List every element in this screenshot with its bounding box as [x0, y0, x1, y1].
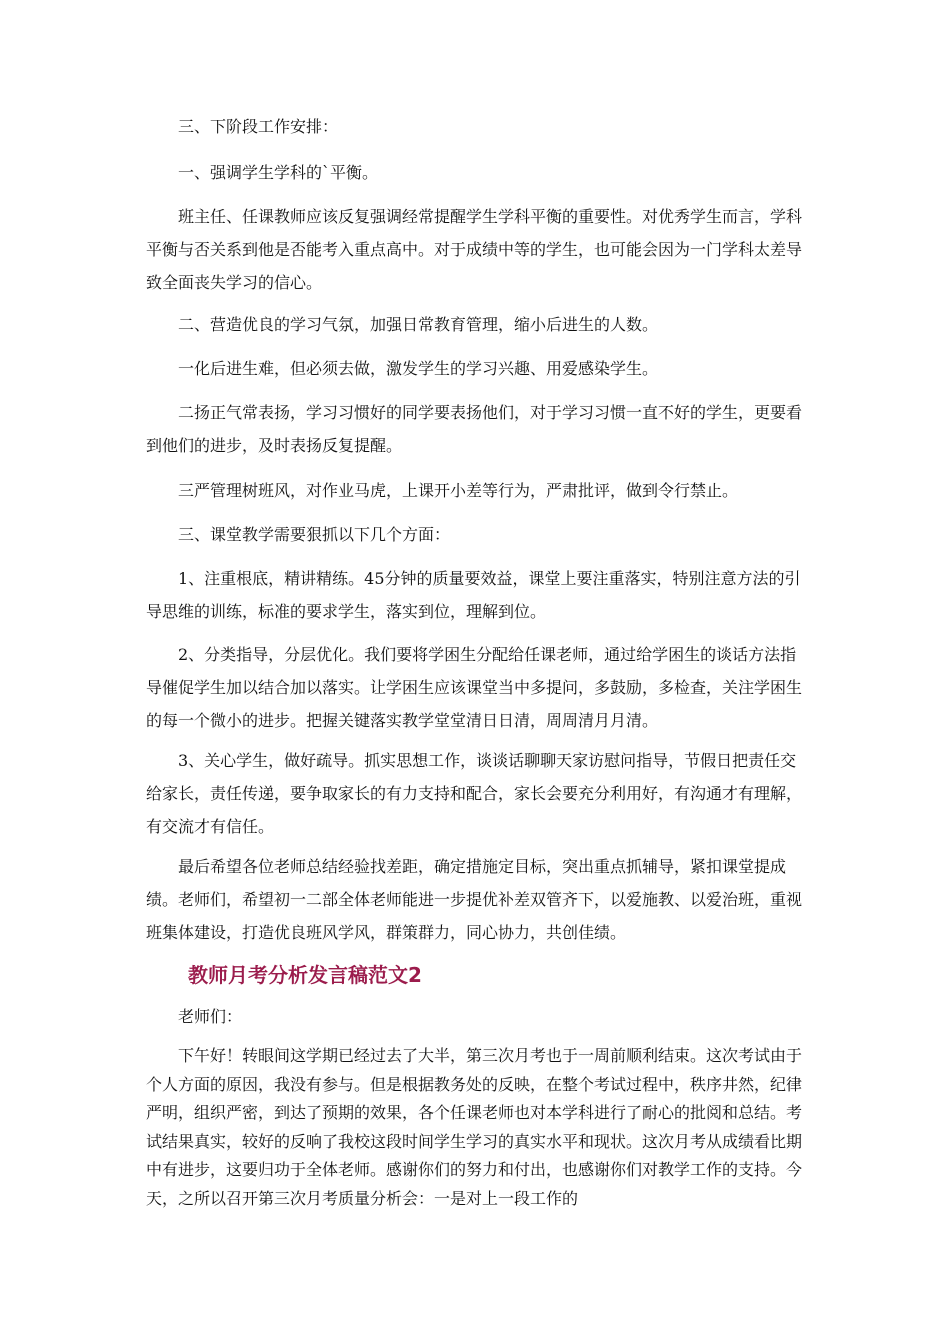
paragraph-tiered-guidance: 2、分类指导，分层优化。我们要将学困生分配给任课老师，通过给学困生的谈话方法指导催促学生加以结合加以落实。让学困生应该课堂当中多提问，多鼓励，多检查，关注学困生的每一个微小的进步。把握关键落实教学堂堂清日日清，周周清月月清。: [146, 645, 803, 730]
paragraph-praise: 二扬正气常表扬，学习习惯好的同学要表扬他们，对于学习习惯一直不好的学生，更要看到他们的进步，及时表扬反复提醒。: [146, 403, 803, 455]
paragraph-class-discipline: 三严管理树班风，对作业马虎，上课开小差等行为，严肃批评，做到令行禁止。: [178, 481, 739, 500]
paragraph-subject-balance: 一、强调学生学科的`平衡。: [178, 163, 379, 182]
paragraph-classroom-teaching: 三、课堂教学需要狠抓以下几个方面：: [178, 525, 451, 544]
section-heading: 教师月考分析发言稿范文2: [188, 963, 422, 987]
paragraph-learning-atmosphere: 二、营造优良的学习气氛，加强日常教育管理，缩小后进生的人数。: [178, 315, 659, 334]
paragraph-salutation: 老师们：: [178, 1007, 243, 1026]
paragraph-greeting: 下午好！转眼间这学期已经过去了大半，第三次月考也于一周前顺利结束。这次考试由于个人方面的原因，我没有参与。但是根据教务处的反映，在整个考试过程中，秩序井然，纪律严明，组织严密，到达了预期的效果，各个任课老师也对本学科进行了耐心的批阅和总结。考试结果真实，较好的反响了我校这段时间学生学习的真实水平和现状。这次月考从成绩看比期中有进步，这要归功于全体老师。感谢你们的努力和付出，也感谢你们对教学工作的支持。今天，之所以召开第三次月考质量分析会：一是对上一段工作的: [146, 1046, 803, 1208]
paragraph-foundation: 1、注重根底，精讲精练。45分钟的质量要效益，课堂上要注重落实，特别注意方法的引导思维的训练，标准的要求学生，落实到位，理解到位。: [146, 569, 801, 621]
paragraph-care-students: 3、关心学生，做好疏导。抓实思想工作，谈谈话聊聊天家访慰问指导，节假日把责任交给家长，责任传递，要争取家长的有力支持和配合，家长会要充分利用好，有沟通才有理解，有交流才有信任。: [146, 751, 803, 836]
paragraph-balance-detail: 班主任、任课教师应该反复强调经常提醒学生学科平衡的重要性。对优秀学生而言，学科平衡与否关系到他是否能考入重点高中。对于成绩中等的学生，也可能会因为一门学科太差导致全面丧失学习的信心。: [146, 207, 803, 292]
paragraph-next-stage: 三、下阶段工作安排：: [178, 117, 339, 136]
paragraph-weak-students: 一化后进生难，但必须去做，激发学生的学习兴趣、用爱感染学生。: [178, 359, 659, 378]
paragraph-closing: 最后希望各位老师总结经验找差距，确定措施定目标，突出重点抓辅导，紧扣课堂提成绩。老师们，希望初一二部全体老师能进一步提优补差双管齐下，以爱施教、以爱治班，重视班集体建设，打造优良班风学风，群策群力，同心协力，共创佳绩。: [146, 857, 803, 942]
